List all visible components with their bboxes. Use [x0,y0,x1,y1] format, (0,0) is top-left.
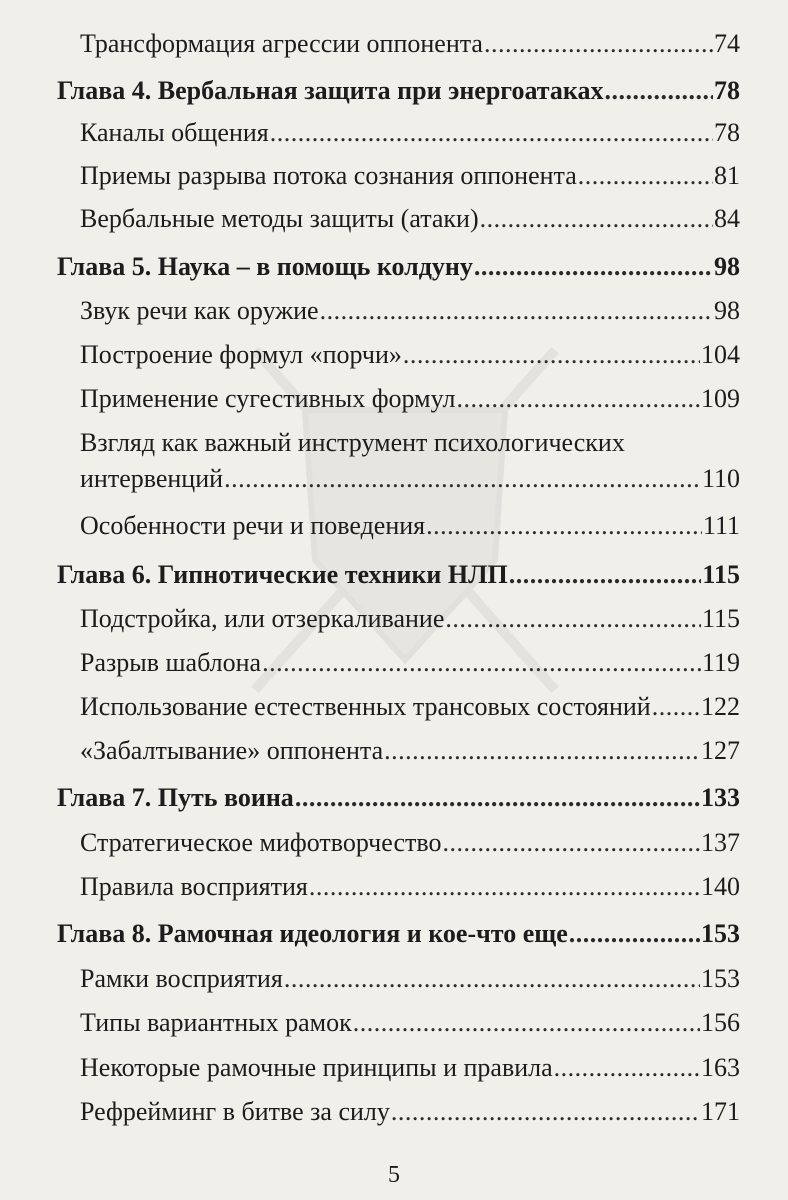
toc-entry-section [80,296,740,326]
toc-entry-section-multiline [80,428,740,494]
entry-title: Трансформация агрессии оппонента [80,29,483,58]
toc-entry-section [80,736,740,766]
entry-title-continued: интервенций [80,464,224,493]
toc-entry-section [80,1008,740,1038]
dot-leader [270,118,713,148]
entry-title: Глава 4. Вербальная защита при энергоатаках [57,76,604,105]
toc-entry-section [80,511,740,541]
entry-page: 110 [701,464,740,493]
toc-entry-chapter [57,919,740,949]
toc-entry-chapter [57,252,740,282]
dot-leader [391,1097,700,1127]
toc-entry-section [80,384,740,414]
toc-entry-chapter [57,76,740,106]
dot-leader [224,464,701,494]
dot-leader [384,736,700,766]
toc-entry-section [80,204,740,234]
dot-leader [484,29,713,59]
entry-page: 127 [701,736,740,765]
entry-page: 122 [701,692,740,721]
dot-leader [480,204,713,234]
entry-page: 133 [701,783,740,812]
entry-page: 115 [702,560,740,589]
dot-leader [284,964,700,994]
entry-page: 171 [701,1097,740,1126]
toc-entry-section [80,29,740,59]
entry-title: Приемы разрыва потока сознания оппонента [80,161,577,190]
dot-leader [578,161,713,191]
entry-title: Рамки восприятия [80,964,283,993]
entry-title: Типы вариантных рамок [80,1008,352,1037]
entry-title: «Забалтывание» оппонента [80,736,384,765]
toc-entry-section [80,161,740,191]
entry-page: 153 [701,919,740,948]
entry-page: 81 [714,161,740,190]
entry-page: 98 [714,296,740,325]
toc-entry-section [80,648,740,678]
toc-entry-section [80,118,740,148]
entry-title: Разрыв шаблона [80,648,262,677]
dot-leader [569,919,700,949]
toc-entry-chapter [57,560,740,590]
dot-leader [320,296,713,326]
toc-entry-section [80,964,740,994]
entry-page: 78 [714,76,740,105]
dot-leader [554,1053,700,1083]
entry-title: Глава 8. Рамочная идеология и кое-что еще [57,919,568,948]
dot-leader [403,340,700,370]
entry-page: 153 [701,964,740,993]
dot-leader [426,511,702,541]
dot-leader [295,783,700,813]
toc-entry-section [80,1097,740,1127]
entry-title: Использование естественных трансовых состояний [80,692,651,721]
entry-page: 111 [702,511,740,540]
entry-page: 84 [714,204,740,233]
entry-title: Глава 6. Гипнотические техники НЛП [57,560,508,589]
dot-leader [262,648,701,678]
entry-title: Вербальные методы защиты (атаки) [80,204,479,233]
entry-page: 163 [701,1053,740,1082]
entry-page: 74 [714,29,740,58]
entry-title: Правила восприятия [80,872,308,901]
toc-entry-section [80,1053,740,1083]
entry-page: 78 [714,118,740,147]
toc-entry-chapter [57,783,740,813]
entry-title: Взгляд как важный инструмент психологических [80,428,625,457]
entry-title: Глава 7. Путь воина [57,783,294,812]
entry-page: 137 [701,828,740,857]
entry-page: 156 [701,1008,740,1037]
entry-page: 140 [701,872,740,901]
dot-leader [353,1008,700,1038]
entry-page: 115 [701,604,740,633]
dot-leader [442,828,700,858]
entry-page: 98 [714,252,740,281]
entry-title: Особенности речи и поведения [80,511,426,540]
entry-title: Некоторые рамочные принципы и правила [80,1053,553,1082]
entry-page: 119 [701,648,740,677]
dot-leader [604,76,713,106]
dot-leader [652,692,700,722]
toc-entry-section [80,604,740,634]
dot-leader [456,384,700,414]
entry-title: Построение формул «порчи» [80,340,402,369]
toc-entry-section [80,872,740,902]
toc-entry-section [80,340,740,370]
entry-title: Звук речи как оружие [80,296,319,325]
entry-title: Стратегическое мифотворчество [80,828,442,857]
entry-title: Глава 5. Наука – в помощь колдуну [57,252,473,281]
entry-title: Каналы общения [80,118,269,147]
dot-leader [509,560,702,590]
dot-leader [474,252,713,282]
entry-page: 109 [701,384,740,413]
entry-page: 104 [701,340,740,369]
dot-leader [309,872,700,902]
entry-title: Применение сугестивных формул [80,384,456,413]
toc-entry-section [80,828,740,858]
toc-entry-section [80,692,740,722]
entry-title: Рефрейминг в битве за силу [80,1097,390,1126]
dot-leader [445,604,701,634]
entry-title: Подстройка, или отзеркаливание [80,604,445,633]
page-number: 5 [388,1162,400,1188]
